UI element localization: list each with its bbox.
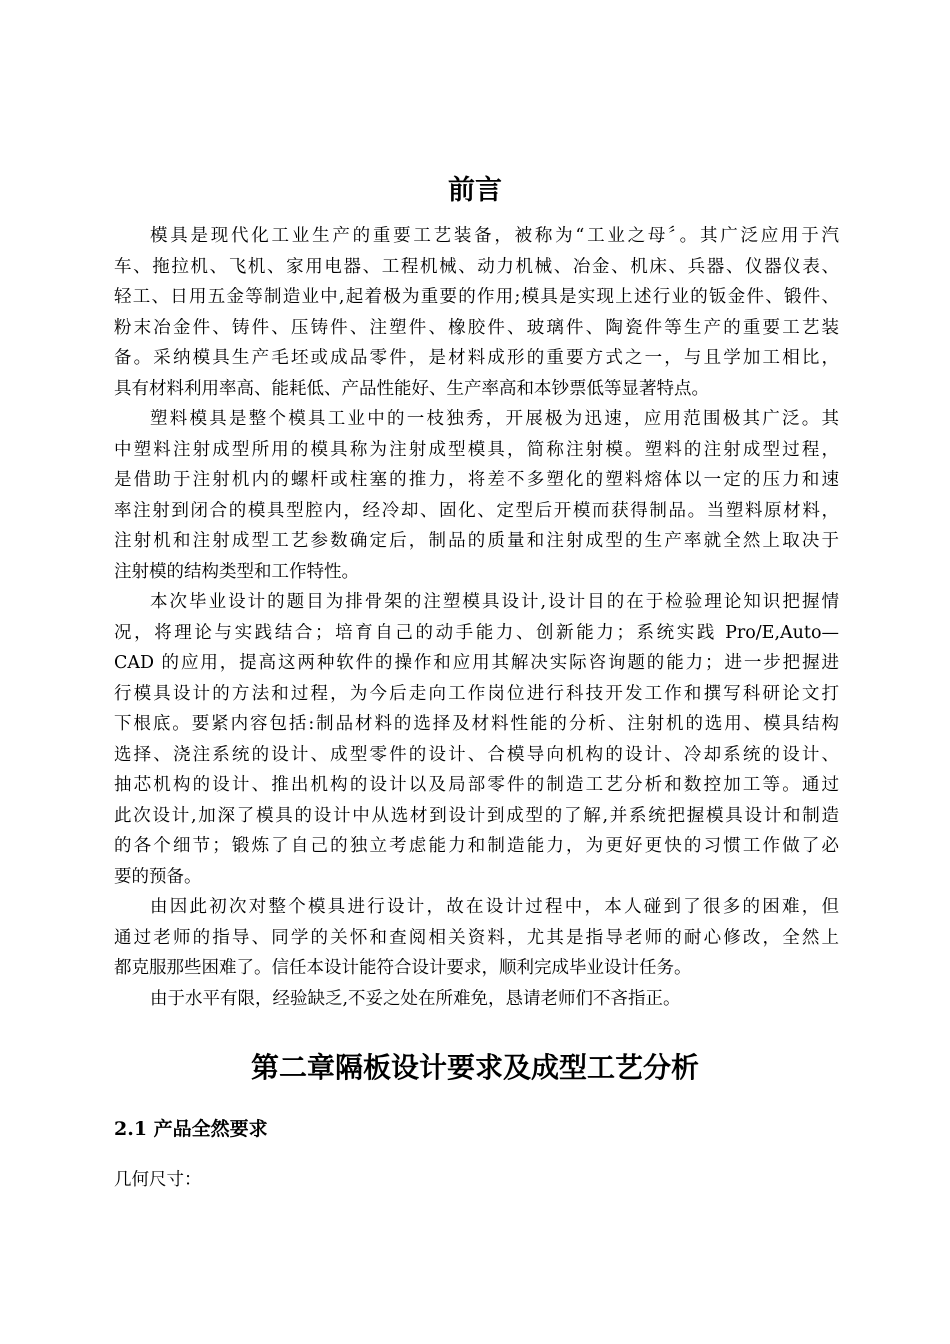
paragraph-line: 行模具设计的方法和过程，为今后走向工作岗位进行科技开发工作和撰写科研论文打: [114, 683, 839, 704]
paragraph-line: 是借助于注射机内的螺杆或柱塞的推力，将差不多塑化的塑料熔体以一定的压力和速: [114, 470, 839, 490]
section-title: 2.1 产品全然要求: [114, 1118, 268, 1140]
paragraph-line: 由因此初次对整个模具进行设计，故在设计过程中，本人碰到了很多的困难，但: [150, 897, 839, 917]
section-text: 几何尺寸：: [114, 1170, 202, 1190]
paragraph-line: 此次设计,加深了模具的设计中从选材到设计到成型的了解,并系统把握模具设计和制造: [114, 805, 839, 826]
preface-body: [114, 221, 839, 1014]
paragraph-line: 中塑料注射成型所用的模具称为注射成型模具，简称注射模。塑料的注射成型过程，: [114, 439, 839, 460]
paragraph-line: 通过老师的指导、同学的关怀和查阅相关资料，尤其是指导老师的耐心修改，全然上: [114, 927, 839, 948]
paragraph-line: 下根底。要紧内容包括:制品材料的选择及材料性能的分析、注射机的选用、模具结构: [114, 714, 839, 734]
paragraph-line: 粉末冶金件、铸件、压铸件、注塑件、橡胶件、玻璃件、陶瓷件等生产的重要工艺装: [114, 317, 839, 338]
paragraph-line: 抽芯机构的设计、推出机构的设计以及局部零件的制造工艺分析和数控加工等。通过: [114, 775, 839, 795]
paragraph-line: 车、拖拉机、飞机、家用电器、工程机械、动力机械、冶金、机床、兵器、仪器仪表、: [114, 256, 839, 277]
paragraph-line: 由于水平有限，经验缺乏,不妥之处在所难免，恳请老师们不吝指正。: [150, 988, 681, 1009]
paragraph-line: 注射机和注射成型工艺参数确定后，制品的质量和注射成型的生产率就全然上取决于: [114, 531, 839, 551]
paragraph-line: CAD 的应用，提高这两种软件的操作和应用其解决实际咨询题的能力；进一步把握进: [114, 653, 839, 673]
paragraph-line: 率注射到闭合的模具型腔内，经冷却、固化、定型后开模而获得制品。当塑料原材料，: [114, 500, 839, 521]
paragraph-line: 塑料模具是整个模具工业中的一枝独秀，开展极为迅速，应用范围极其广泛。其: [150, 409, 839, 429]
paragraph-line: 轻工、日用五金等制造业中,起着极为重要的作用;模具是实现上述行业的钣金件、锻件、: [114, 287, 839, 307]
chapter-title: 第二章隔板设计要求及成型工艺分析: [250, 1051, 699, 1084]
paragraph-line: 备。采纳模具生产毛坯或成品零件，是材料成形的重要方式之一，与且学加工相比，: [114, 348, 839, 368]
paragraph-line: 模具是现代化工业生产的重要工艺装备，被称为“工业之母〞。其广泛应用于汽: [150, 226, 839, 246]
paragraph-line: 本次毕业设计的题目为排骨架的注塑模具设计,设计目的在于检验理论知识把握情: [150, 592, 839, 612]
preface-title: 前言: [448, 175, 502, 206]
paragraph-line: 的各个细节；锻炼了自己的独立考虑能力和制造能力，为更好更快的习惯工作做了必: [114, 836, 839, 856]
paragraph-line: 要的预备。: [114, 866, 202, 887]
paragraph-line: 选择、浇注系统的设计、成型零件的设计、合模导向机构的设计、冷却系统的设计、: [114, 744, 839, 765]
paragraph-line: 都克服那些困难了。信任本设计能符合设计要求，顺利完成毕业设计任务。: [114, 958, 692, 978]
paragraph-line: 况，将理论与实践结合；培育自己的动手能力、创新能力；系统实践 Pro/E,Auto—: [114, 622, 839, 643]
paragraph-line: 具有材料利用率高、能耗低、产品性能好、生产率高和本钞票低等显著特点。: [114, 378, 709, 399]
paragraph-line: 注射模的结构类型和工作特性。: [114, 561, 359, 582]
